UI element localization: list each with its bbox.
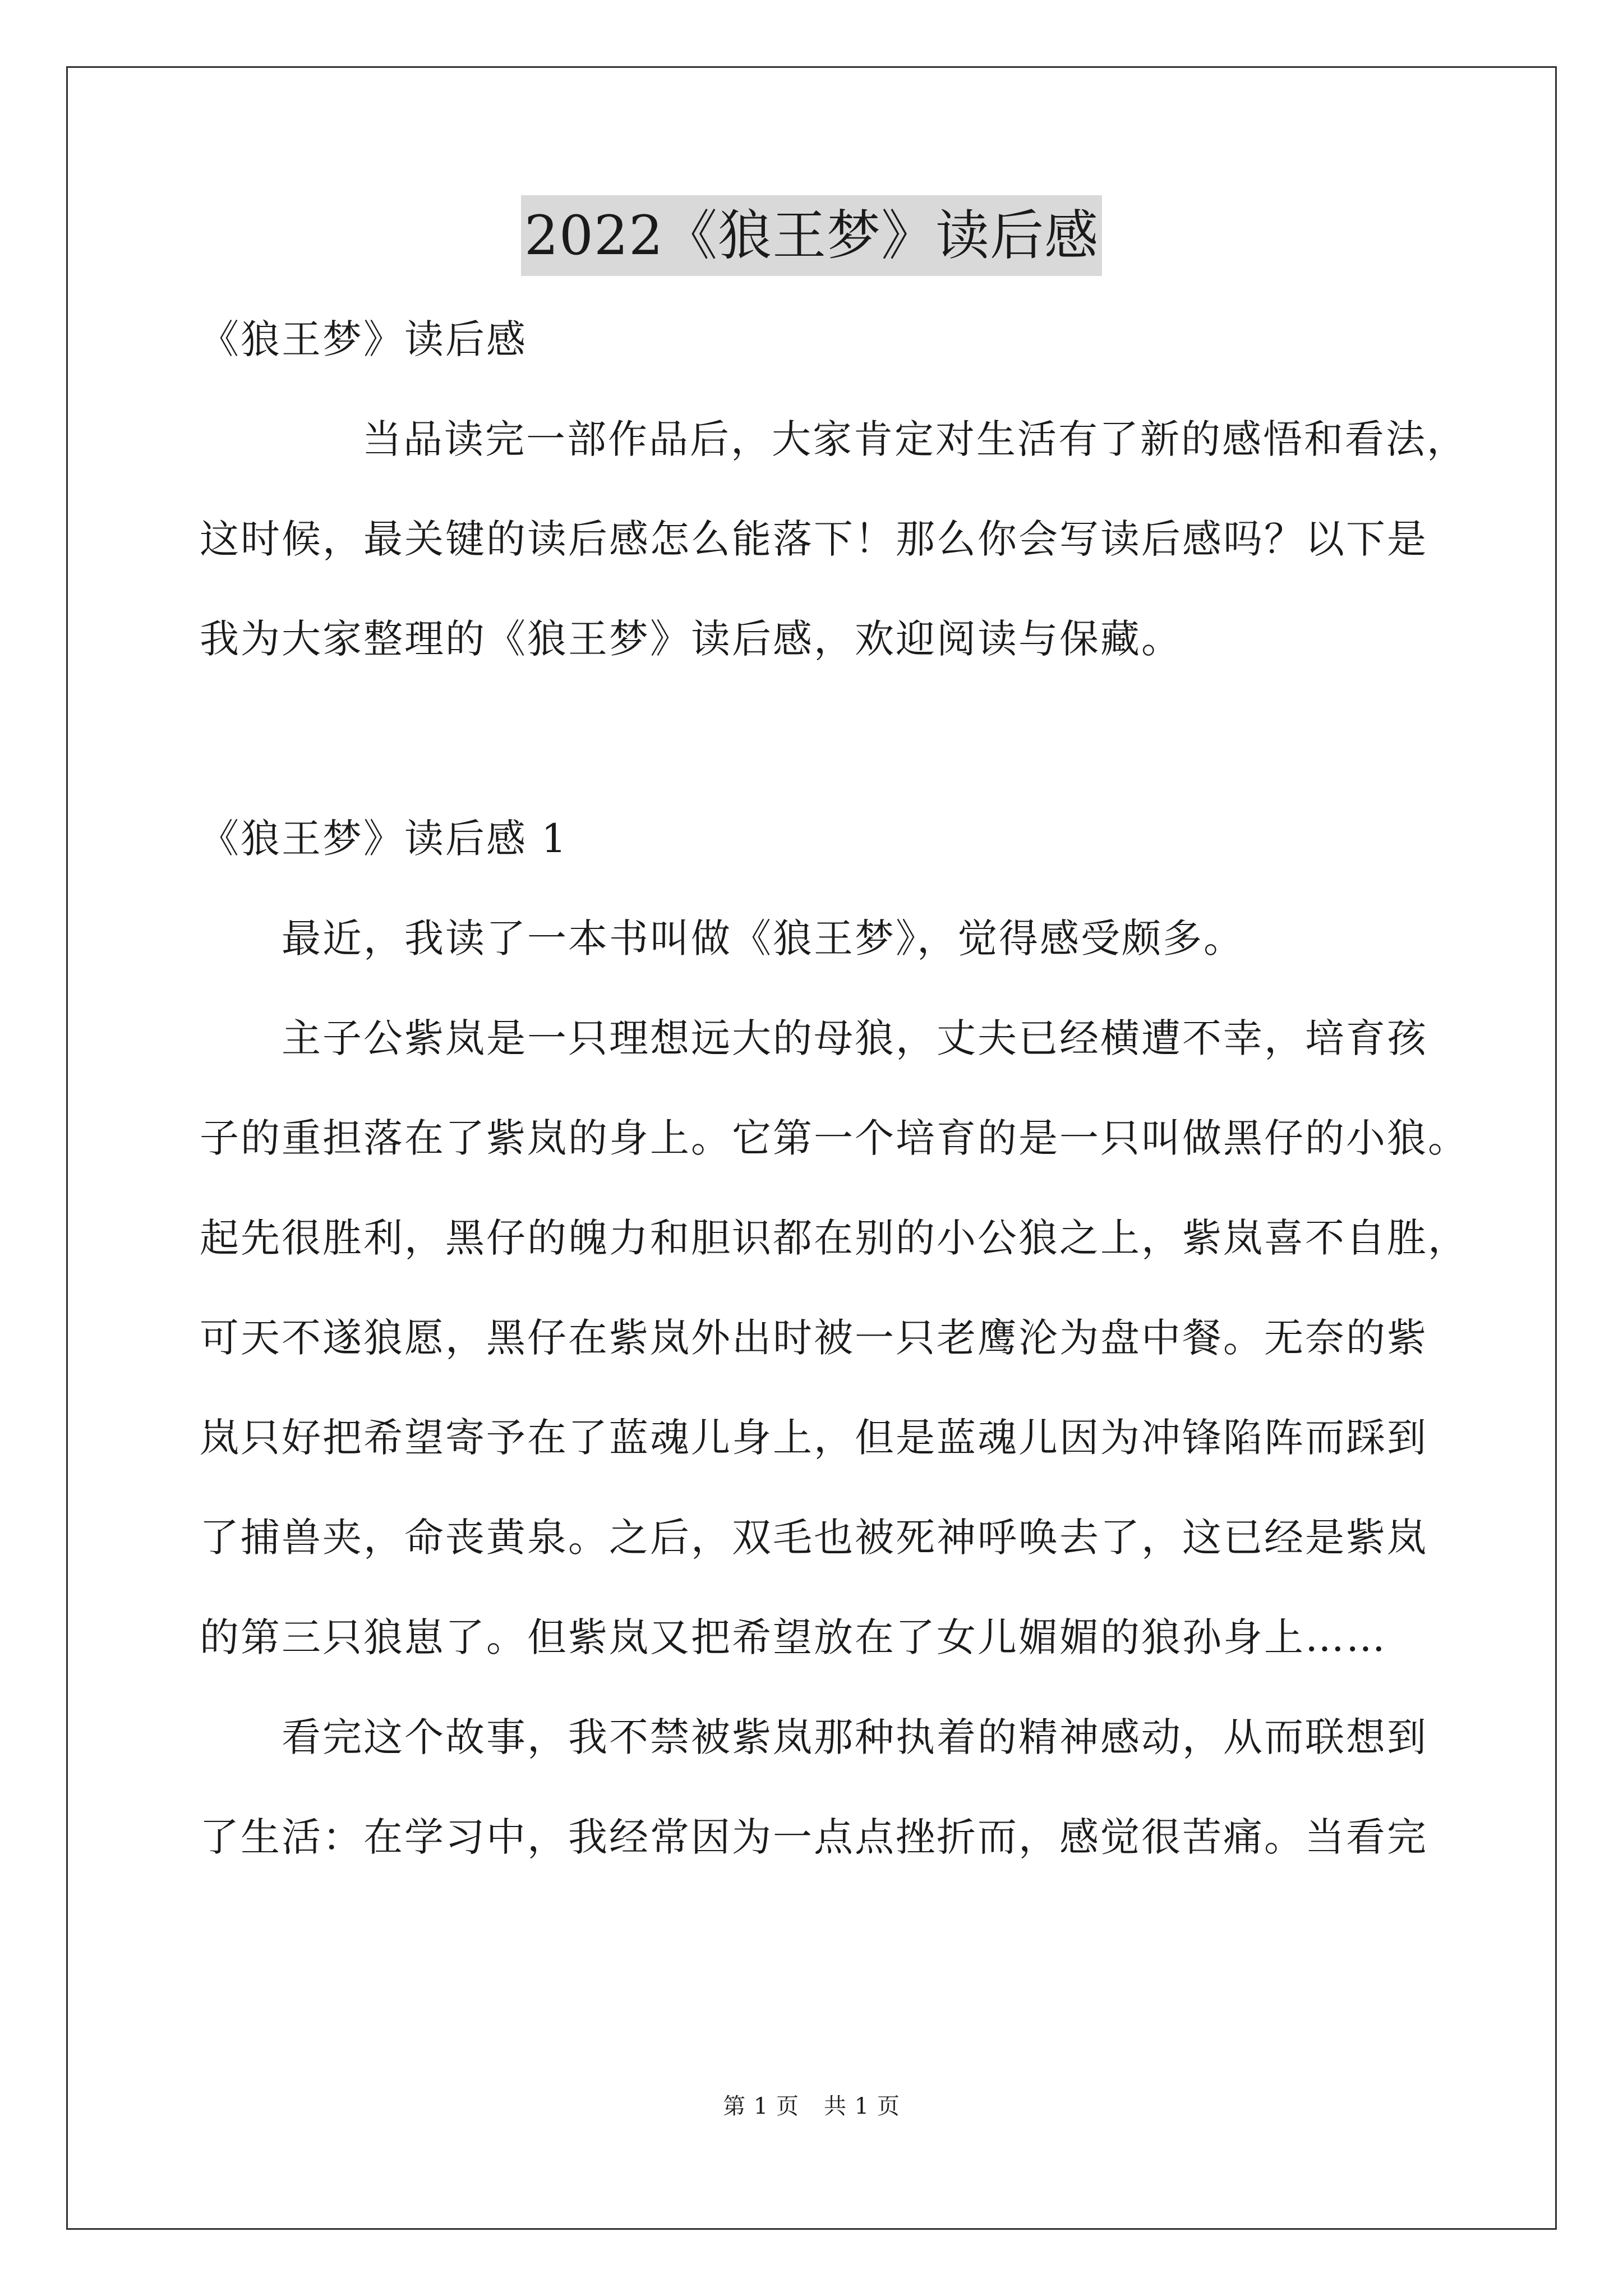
paragraph-line: 可天不遂狼愿，黑仔在紫岚外出时被一只老鹰沦为盘中餐。无奈的紫 [200,1315,1428,1361]
intro-line: 这时候，最关键的读后感怎么能落下！那么你会写读后感吗？以下是 [200,516,1428,562]
section-heading: 《狼王梦》读后感 1 [200,816,568,862]
intro-line: 我为大家整理的《狼王梦》读后感，欢迎阅读与保藏。 [200,616,1182,662]
intro-heading: 《狼王梦》读后感 [200,316,527,362]
paragraph-line: 最近，我读了一本书叫做《狼王梦》，觉得感受颇多。 [282,915,1244,961]
document-title: 2022《狼王梦》读后感 [521,195,1102,276]
paragraph-line: 岚只好把希望寄予在了蓝魂儿身上，但是蓝魂儿因为冲锋陷阵而踩到 [200,1415,1428,1461]
page-total: 共 1 页 [824,2093,900,2119]
document-body [200,306,1469,1903]
title-container [0,195,1623,276]
page-footer [0,2090,1623,2123]
paragraph-line: 主子公紫岚是一只理想远大的母狼，丈夫已经横遭不幸，培育孩 [282,1015,1428,1061]
paragraph-line: 的第三只狼崽了。但紫岚又把希望放在了女儿媚媚的狼孙身上…… [200,1614,1387,1660]
paragraph-line: 看完这个故事，我不禁被紫岚那种执着的精神感动，从而联想到 [282,1714,1428,1760]
page-number: 第 1 页 [723,2093,799,2119]
blank-line [200,705,1433,805]
paragraph-line: 了生活：在学习中，我经常因为一点点挫折而，感觉很苦痛。当看完 [200,1814,1428,1860]
intro-line: 当品读完一部作品后，大家肯定对生活有了新的感悟和看法， [362,416,1468,462]
paragraph-line: 起先很胜利，黑仔的魄力和胆识都在别的小公狼之上，紫岚喜不自胜， [200,1215,1469,1261]
paragraph-line: 子的重担落在了紫岚的身上。它第一个培育的是一只叫做黑仔的小狼。 [200,1115,1469,1161]
paragraph-line: 了捕兽夹，命丧黄泉。之后，双毛也被死神呼唤去了，这已经是紫岚 [200,1515,1428,1561]
